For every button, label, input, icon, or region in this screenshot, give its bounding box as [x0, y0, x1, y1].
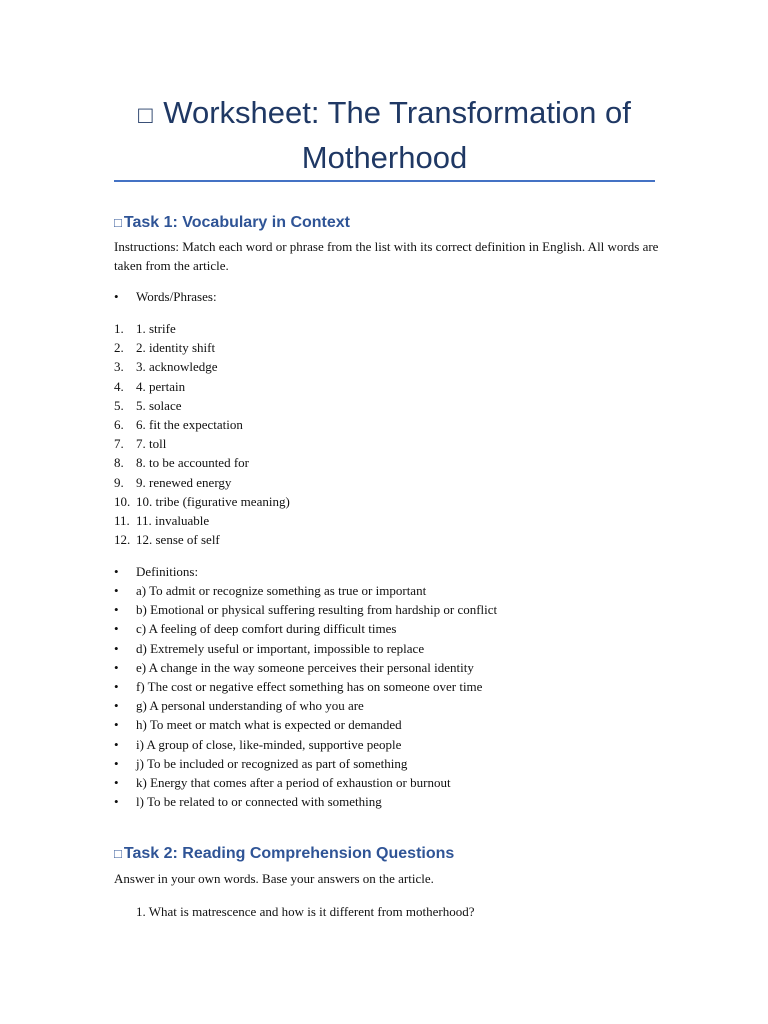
word-item [114, 338, 290, 357]
definition-item [114, 792, 497, 811]
title-underline-rule [114, 180, 655, 182]
definition-item [114, 754, 497, 773]
word-item [114, 434, 290, 453]
definition-text: d) Extremely useful or important, impossible to replace [136, 640, 425, 656]
word-text: 10. tribe (figurative meaning) [136, 493, 290, 509]
word-item [114, 415, 290, 434]
word-item [114, 396, 290, 415]
bullet-icon: • [114, 289, 119, 304]
list-number: 6. [114, 416, 124, 432]
document-title-text: Worksheet: The Transformation of Motherhood [163, 95, 631, 175]
bullet-icon: • [114, 717, 119, 733]
task1-instructions: Instructions: Match each word or phrase from the list with its correct definition in English. All words are taken from the article. [114, 239, 659, 273]
bullet-icon: • [114, 602, 119, 618]
definition-text: i) A group of close, like-minded, supportive people [136, 736, 402, 752]
words-label-item [114, 287, 217, 306]
word-item [114, 473, 290, 492]
word-item [114, 357, 290, 376]
definitions-list [114, 581, 497, 811]
list-number: 5. [114, 397, 124, 413]
definition-text: l) To be related to or connected with something [136, 794, 382, 810]
definition-item [114, 696, 497, 715]
definition-text: b) Emotional or physical suffering resulting from hardship or conflict [136, 602, 498, 618]
definition-text: a) To admit or recognize something as true or important [136, 583, 427, 598]
word-text: 12. sense of self [136, 532, 220, 548]
title-missing-glyph-icon: □ [138, 102, 153, 129]
definition-item [114, 735, 497, 754]
definition-text: c) A feeling of deep comfort during difficult times [136, 621, 397, 637]
definition-text: g) A personal understanding of who you are [136, 698, 364, 714]
words-list [114, 319, 290, 549]
word-item [114, 319, 290, 338]
words-label-text: Words/Phrases: [136, 289, 217, 304]
bullet-icon: • [114, 583, 119, 598]
definitions-label-text: Definitions: [136, 564, 199, 579]
bullet-icon: • [114, 736, 119, 752]
document-title [114, 92, 655, 179]
definition-text: f) The cost or negative effect something has on someone over time [136, 678, 483, 694]
task2-heading-text: Task 2: Reading Comprehension Questions [123, 845, 455, 862]
bullet-icon: • [114, 678, 119, 694]
word-text: 1. strife [136, 321, 176, 336]
list-number: 7. [114, 436, 124, 452]
word-text: 3. acknowledge [136, 359, 218, 375]
word-text: 5. solace [136, 397, 182, 413]
task1-heading-text: Task 1: Vocabulary in Context [123, 214, 350, 231]
word-text: 2. identity shift [136, 340, 216, 356]
definition-item [114, 677, 497, 696]
definition-item [114, 600, 497, 619]
definition-item [114, 581, 497, 600]
bullet-icon: • [114, 698, 119, 714]
list-number: 9. [114, 474, 124, 490]
word-text: 4. pertain [136, 378, 186, 394]
word-text: 7. toll [136, 436, 167, 452]
definition-text: k) Energy that comes after a period of exhaustion or burnout [136, 774, 451, 790]
list-number: 12. [114, 532, 131, 548]
word-item [114, 453, 290, 472]
definition-text: j) To be included or recognized as part of something [136, 755, 408, 771]
word-text: 6. fit the expectation [136, 416, 243, 432]
bullet-icon: • [114, 640, 119, 656]
word-item [114, 530, 290, 549]
words-label-list [114, 287, 217, 306]
definitions-label-item [114, 562, 198, 581]
word-item [114, 511, 290, 530]
word-item [114, 492, 290, 511]
bullet-icon: • [114, 774, 119, 790]
definition-item [114, 773, 497, 792]
list-number: 4. [114, 378, 124, 394]
list-number: 3. [114, 359, 124, 375]
list-number: 2. [114, 340, 124, 356]
list-number: 10. [114, 493, 131, 509]
definition-item [114, 639, 497, 658]
list-number: 8. [114, 455, 124, 471]
word-text: 11. invaluable [136, 512, 210, 528]
definition-text: e) A change in the way someone perceives their personal identity [136, 659, 474, 675]
task2-heading [114, 843, 454, 865]
bullet-icon: • [114, 564, 119, 579]
bullet-icon: • [114, 755, 119, 771]
word-text: 9. renewed energy [136, 474, 232, 490]
bullet-icon: • [114, 621, 119, 637]
word-item [114, 377, 290, 396]
task1-heading [114, 212, 350, 234]
list-number: 1. [114, 321, 124, 336]
task2-instructions: Answer in your own words. Base your answers on the article. [114, 871, 434, 886]
definition-text: h) To meet or match what is expected or demanded [136, 717, 402, 733]
definition-item [114, 658, 497, 677]
bullet-icon: • [114, 659, 119, 675]
bullet-icon: • [114, 794, 119, 810]
task1-missing-glyph-icon: □ [114, 215, 122, 230]
task2-missing-glyph-icon: □ [114, 846, 122, 861]
list-number: 11. [114, 512, 130, 528]
word-text: 8. to be accounted for [136, 455, 249, 471]
definition-item [114, 619, 497, 638]
definition-item [114, 715, 497, 734]
definitions-label-list [114, 562, 198, 581]
question-item: 1. What is matrescence and how is it different from motherhood? [136, 904, 475, 919]
